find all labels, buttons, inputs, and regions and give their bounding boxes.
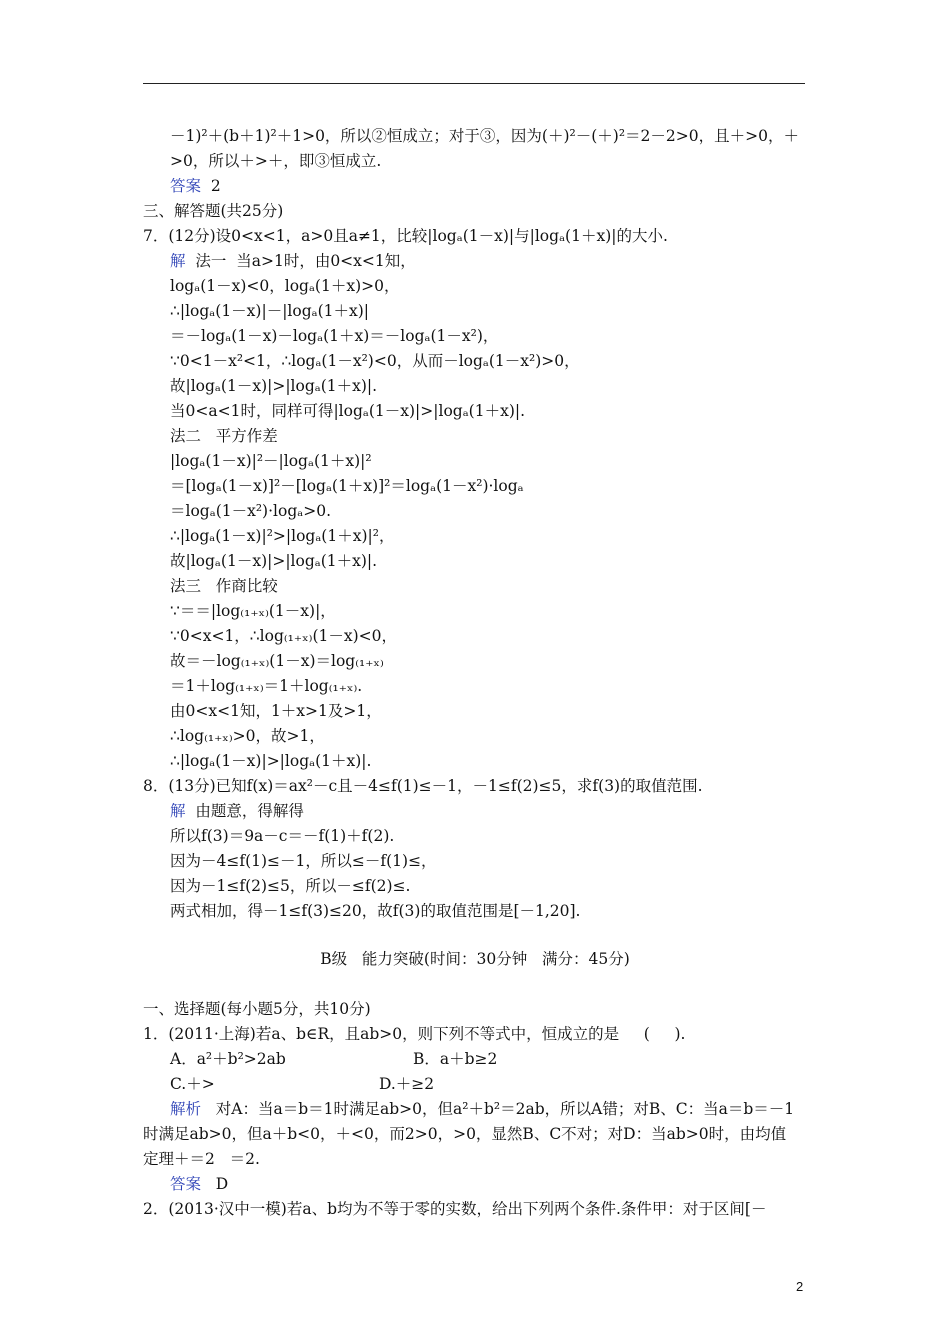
header-rule (143, 83, 805, 84)
section-heading: 三、解答题(共25分) (143, 202, 284, 220)
text-line: ＝1＋log₍₁₊ₓ₎＝1＋log₍₁₊ₓ₎. (170, 677, 363, 695)
answer-label: 答案 (170, 177, 202, 195)
solution-label: 解 (170, 252, 186, 270)
option-b: B．a＋b≥2 (413, 1050, 498, 1068)
analysis-text: 对A：当a＝b＝1时满足ab>0，但a²＋b²＝2ab，所以A错；对B、C：当a＝b＝－1 (201, 1100, 795, 1118)
answer-label: 答案 (170, 1175, 202, 1193)
question-2: 2．(2013·汉中一模)若a、b均为不等于零的实数，给出下列两个条件.条件甲：对于区间[－ (143, 1200, 767, 1218)
text-line: 定理＋＝2 ＝2. (143, 1150, 260, 1168)
solution-line (170, 251, 416, 271)
text-line: 当0<a<1时，同样可得|logₐ(1－x)|>|logₐ(1＋x)|. (170, 402, 526, 420)
text-line: ∵0<x<1，∴log₍₁₊ₓ₎(1－x)<0， (170, 627, 397, 645)
text-line: logₐ(1－x)<0，logₐ(1＋x)>0， (170, 277, 400, 295)
question-1: 1．(2011·上海)若a、b∈R，且ab>0，则下列不等式中，恒成立的是 ( ). (143, 1025, 686, 1043)
text-line: ∵＝＝|log₍₁₊ₓ₎(1－x)|， (170, 602, 336, 620)
answer-line (170, 176, 221, 196)
text-line: ∴log₍₁₊ₓ₎>0，故>1， (170, 727, 325, 745)
page-number: 2 (796, 1279, 804, 1294)
text-line: 所以f(3)＝9a－c＝－f(1)＋f(2). (170, 827, 395, 845)
text-line: 两式相加，得－1≤f(3)≤20，故f(3)的取值范围是[－1,20]. (170, 902, 581, 920)
section-heading: 一、选择题(每小题5分，共10分) (143, 1000, 371, 1018)
text-line: 由0<x<1知，1＋x>1及>1， (170, 702, 382, 720)
solution-text: 由题意，得解得 (185, 802, 304, 820)
text-line: ∵0<1－x²<1，∴logₐ(1－x²)<0，从而－logₐ(1－x²)>0， (170, 352, 580, 370)
text-line: 故|logₐ(1－x)|>|logₐ(1＋x)|. (170, 377, 378, 395)
text-line: ∴|logₐ(1－x)|²>|logₐ(1＋x)|²， (170, 527, 395, 545)
text-line: ＝[logₐ(1－x)]²－[logₐ(1＋x)]²＝logₐ(1－x²)·logₐ (170, 477, 524, 495)
text-line: ＝－logₐ(1－x)－logₐ(1＋x)＝－logₐ(1－x²)， (170, 327, 499, 345)
answer-value: D (201, 1175, 229, 1193)
solution-text: 法一 当a>1时，由0<x<1知， (185, 252, 416, 270)
analysis-label: 解析 (170, 1100, 202, 1118)
text-line: >0，所以＋>＋，即③恒成立. (170, 152, 382, 170)
text-line: ∴|logₐ(1－x)|－|logₐ(1＋x)| (170, 302, 370, 320)
question-8: 8．(13分)已知f(x)＝ax²－c且－4≤f(1)≤－1，－1≤f(2)≤5，求f(3)的取值范围. (143, 777, 703, 795)
answer-value: 2 (201, 177, 221, 195)
method-heading: 法三 作商比较 (170, 577, 278, 595)
option-a: A．a²＋b²>2ab (170, 1050, 286, 1068)
answer-line (170, 1174, 228, 1194)
analysis-line (170, 1099, 794, 1119)
text-line: ∴|logₐ(1－x)|>|logₐ(1＋x)|. (170, 752, 372, 770)
option-d: D.＋≥2 (379, 1075, 435, 1093)
text-line: 故|logₐ(1－x)|>|logₐ(1＋x)|. (170, 552, 378, 570)
text-line: 时满足ab>0，但a＋b<0，＋<0，而2>0，>0，显然B、C不对；对D：当ab>0时，由均值 (143, 1125, 787, 1143)
text-line: ＝logₐ(1－x²)·logₐ>0. (170, 502, 331, 520)
option-c: C.＋> (170, 1075, 215, 1093)
text-line: 故＝－log₍₁₊ₓ₎(1－x)＝log₍₁₊ₓ₎ (170, 652, 384, 670)
question-7: 7．(12分)设0<x<1，a>0且a≠1，比较|logₐ(1－x)|与|logₐ(1＋x)|的大小. (143, 227, 668, 245)
text-line: 因为－4≤f(1)≤－1，所以≤－f(1)≤， (170, 852, 437, 870)
method-heading: 法二 平方作差 (170, 427, 278, 445)
level-heading: B级 能力突破(时间：30分钟 满分：45分) (320, 950, 630, 968)
text-line: －1)²＋(b＋1)²＋1>0，所以②恒成立；对于③，因为(＋)²－(＋)²＝2－2>0，且＋>0，＋ (170, 127, 799, 145)
text-line: |logₐ(1－x)|²－|logₐ(1＋x)|² (170, 452, 372, 470)
solution-line (170, 801, 304, 821)
solution-label: 解 (170, 802, 186, 820)
text-line: 因为－1≤f(2)≤5，所以－≤f(2)≤. (170, 877, 411, 895)
